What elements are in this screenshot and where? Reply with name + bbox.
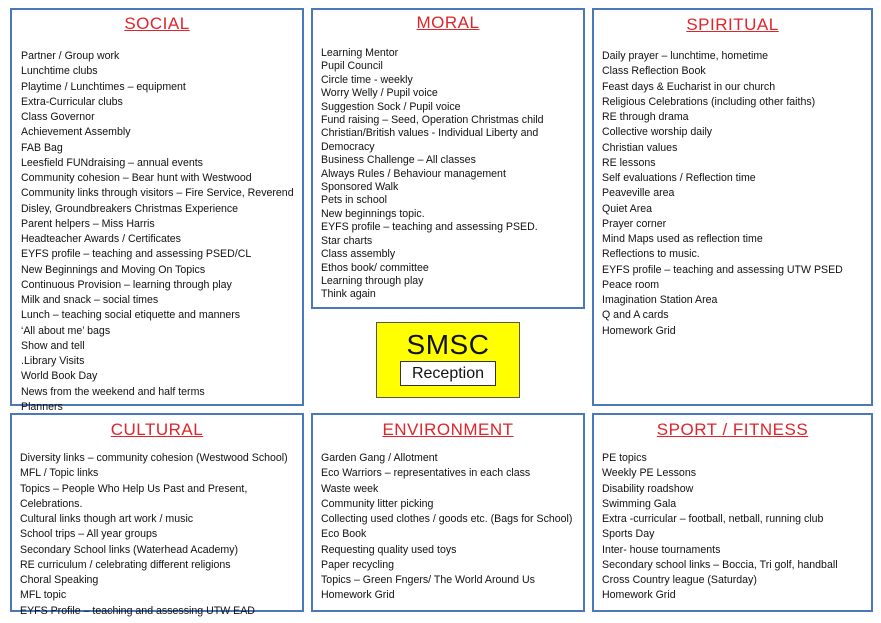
list-item: Circle time - weekly <box>321 73 413 86</box>
sport-fitness-panel <box>592 413 873 612</box>
list-item: Religious Celebrations (including other faiths) <box>602 95 816 108</box>
list-item: Planners <box>21 400 63 413</box>
spiritual-list <box>602 49 871 339</box>
list-item: Homework Grid <box>602 589 676 602</box>
list-item: Q and A cards <box>602 309 669 322</box>
list-item: Self evaluations / Reflection time <box>602 172 756 184</box>
list-item: Headteacher Awards / Certificates <box>21 233 181 245</box>
list-item: Weekly PE Lessons <box>602 467 697 480</box>
list-item: World Book Day <box>21 370 98 383</box>
list-item: Waste week <box>321 482 379 495</box>
list-item: Reflections to music. <box>602 248 700 261</box>
list-item: Christian/British values - Individual Liberty and Democracy <box>321 127 539 153</box>
list-item: News from the weekend and half terms <box>21 385 205 398</box>
list-item: Garden Gang / Allotment <box>321 452 438 464</box>
social-heading: SOCIAL <box>124 14 190 33</box>
list-item: Diversity links – community cohesion (Westwood School) <box>20 452 288 464</box>
smsc-title: SMSC <box>406 329 490 360</box>
sport-fitness-list <box>602 451 871 604</box>
list-item: EYFS profile – teaching and assessing PSED/CL <box>21 248 252 261</box>
list-item: Quiet Area <box>602 202 653 215</box>
list-item: Paper recycling <box>321 558 395 571</box>
list-item: Extra -curricular – football, netball, running club <box>602 513 824 525</box>
list-item: Daily prayer – lunchtime, hometime <box>602 50 769 62</box>
social-list <box>21 49 302 415</box>
environment-list <box>321 451 583 604</box>
list-item: EYFS profile – teaching and assessing PSED. <box>321 221 538 234</box>
list-item: Sports Day <box>602 528 655 541</box>
list-item: Continuous Provision – learning through play <box>21 278 232 291</box>
spiritual-panel <box>592 8 873 406</box>
list-item: Topics – People Who Help Us Past and Present, Celebrations. <box>20 482 248 510</box>
list-item: Secondary school links – Boccia, Tri golf, handball <box>602 558 838 571</box>
list-item: Lunch – teaching social etiquette and manners <box>21 309 241 322</box>
list-item: .Library Visits <box>21 355 85 367</box>
cultural-list <box>20 451 302 619</box>
list-item: Show and tell <box>21 339 85 352</box>
list-item: Lunchtime clubs <box>21 65 98 78</box>
list-item: Pets in school <box>321 194 387 207</box>
list-item: Disability roadshow <box>602 482 694 495</box>
list-item: New Beginnings and Moving On Topics <box>21 263 206 276</box>
list-item: Christian values <box>602 141 678 154</box>
list-item: Playtime / Lunchtimes – equipment <box>21 80 186 93</box>
list-item: Business Challenge – All classes <box>321 154 476 167</box>
list-item: Inter- house tournaments <box>602 543 721 556</box>
list-item: EYFS Profile – teaching and assessing UTW EAD <box>20 604 255 617</box>
list-item: Achievement Assembly <box>21 126 131 139</box>
list-item: Learning Mentor <box>321 47 399 59</box>
list-item: Prayer corner <box>602 217 667 230</box>
smsc-subtitle: Reception <box>400 361 496 386</box>
moral-heading: MORAL <box>416 13 480 32</box>
list-item: Fund raising – Seed, Operation Christmas child <box>321 114 544 127</box>
list-item: Secondary School links (Waterhead Academy) <box>20 543 239 556</box>
list-item: Community litter picking <box>321 497 434 510</box>
list-item: Parent helpers – Miss Harris <box>21 217 155 230</box>
list-item: Imagination Station Area <box>602 294 718 306</box>
cultural-panel <box>10 413 304 617</box>
list-item: Cultural links though art work / music <box>20 513 194 525</box>
list-item: Class Reflection Book <box>602 65 706 78</box>
list-item: Extra-Curricular clubs <box>21 95 123 108</box>
list-item: Peace room <box>602 278 660 291</box>
list-item: Class Governor <box>21 111 95 123</box>
list-item: RE lessons <box>602 156 656 169</box>
list-item: Star charts <box>321 234 373 247</box>
list-item: EYFS profile – teaching and assessing UTW PSED <box>602 263 843 276</box>
list-item: ‘All about me’ bags <box>21 324 111 337</box>
list-item: RE curriculum / celebrating different religions <box>20 558 231 571</box>
list-item: Partner / Group work <box>21 50 120 62</box>
list-item: Feast days & Eucharist in our church <box>602 80 776 93</box>
list-item: Worry Welly / Pupil voice <box>321 87 438 100</box>
moral-panel <box>311 8 585 309</box>
list-item: Swimming Gala <box>602 497 677 510</box>
list-item: Homework Grid <box>602 324 676 337</box>
list-item: FAB Bag <box>21 141 63 154</box>
list-item: Topics – Green Fngers/ The World Around Us <box>321 574 535 586</box>
list-item: Eco Warriors – representatives in each class <box>321 467 531 480</box>
list-item: Ethos book/ committee <box>321 261 429 274</box>
social-panel <box>10 8 304 413</box>
smsc-badge <box>376 322 520 398</box>
sport-fitness-heading: SPORT / FITNESS <box>656 420 809 439</box>
spiritual-heading: SPIRITUAL <box>686 15 779 34</box>
list-item: Collective worship daily <box>602 126 713 139</box>
list-item: School trips – All year groups <box>20 528 158 541</box>
list-item: Think again <box>321 288 376 301</box>
list-item: Homework Grid <box>321 589 395 602</box>
list-item: RE through drama <box>602 111 689 123</box>
list-item: Disley, Groundbreakers Christmas Experience <box>21 202 239 215</box>
list-item: MFL topic <box>20 589 67 602</box>
list-item: Mind Maps used as reflection time <box>602 233 763 245</box>
environment-panel <box>311 413 585 612</box>
list-item: Pupil Council <box>321 60 383 73</box>
list-item: PE topics <box>602 452 647 464</box>
list-item: Community links through visitors – Fire Service, Reverend <box>21 187 294 200</box>
list-item: Collecting used clothes / goods etc. (Bags for School) <box>321 513 573 525</box>
moral-list <box>321 47 583 302</box>
list-item: Always Rules / Behaviour management <box>321 167 506 180</box>
list-item: Community cohesion – Bear hunt with Westwood <box>21 172 252 184</box>
list-item: Cross Country league (Saturday) <box>602 574 757 586</box>
list-item: New beginnings topic. <box>321 207 425 220</box>
cultural-heading: CULTURAL <box>110 420 204 439</box>
list-item: Leesfield FUNdraising – annual events <box>21 156 203 169</box>
list-item: Peaveville area <box>602 187 675 200</box>
list-item: Class assembly <box>321 248 396 261</box>
list-item: Suggestion Sock / Pupil voice <box>321 100 461 113</box>
list-item: Requesting quality used toys <box>321 543 457 556</box>
list-item: Milk and snack – social times <box>21 294 159 306</box>
list-item: Eco Book <box>321 528 367 541</box>
list-item: MFL / Topic links <box>20 467 99 480</box>
list-item: Learning through play <box>321 274 424 287</box>
list-item: Choral Speaking <box>20 574 99 586</box>
environment-heading: ENVIRONMENT <box>382 420 514 439</box>
list-item: Sponsored Walk <box>321 181 399 194</box>
